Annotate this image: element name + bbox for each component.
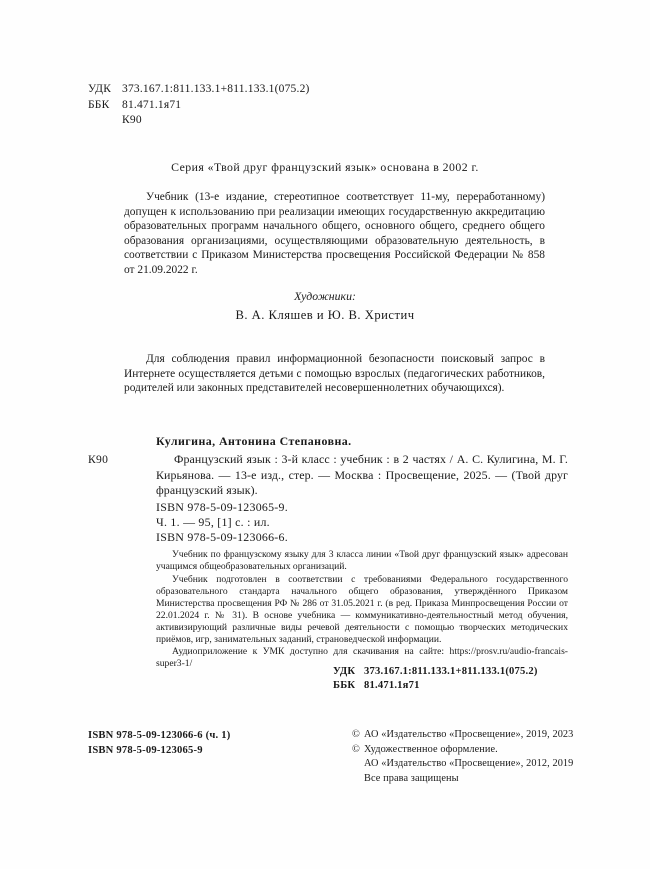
isbn-part: ISBN 978-5-09-123066-6. [156, 530, 288, 545]
approval-paragraph [124, 190, 545, 278]
bbk-value-top: 81.471.1я71 [122, 98, 182, 111]
udk-value-bottom: 373.167.1:811.133.1+811.133.1(075.2) [364, 666, 538, 677]
udk-row-bottom [333, 665, 538, 679]
record-description-text: Французский язык : 3-й класс : учебник : в 2 частях / А. С. Кулигина, М. Г. Кирьянова. — 13-е изд., стер. — Москва : Просвещение, 2025. — (Твой друг французский язык). [156, 452, 568, 498]
record-annotation [156, 549, 568, 670]
copyright-line-3 [352, 757, 573, 772]
copyright-block [352, 728, 573, 786]
udk-label-top: УДК [88, 83, 112, 95]
record-description [156, 452, 568, 499]
copyright-icon: © [352, 743, 360, 755]
artists-names: В. А. Кляшев и Ю. В. Христич [235, 308, 415, 322]
information-safety-note [124, 352, 545, 396]
safety-text: Для соблюдения правил информационной безопасности поисковый запрос в Интернете осуществляется детьми с помощью взрослых (педагогических работников, родителей или законных представителей несовершеннолетних обучающихся). [124, 353, 545, 395]
bibliographic-record [88, 434, 568, 670]
bbk-row-bottom [333, 679, 538, 693]
part-note: Ч. 1. — 95, [1] с. : ил. [156, 514, 270, 529]
isbn-block-bottom [88, 728, 230, 758]
record-body [88, 452, 568, 499]
copyright-line-4 [352, 772, 573, 787]
copyright-text-1: АО «Издательство «Просвещение», 2019, 2023 [364, 729, 574, 740]
udk-value-top: 373.167.1:811.133.1+811.133.1(075.2) [122, 83, 310, 95]
series-statement: Серия «Твой друг французский язык» основана в 2002 г. [171, 160, 479, 174]
annotation-paragraph [156, 574, 568, 647]
copyright-text-2: Художественное оформление. [364, 743, 498, 755]
isbn-bottom-line-2: ISBN 978-5-09-123065-9 [88, 745, 203, 757]
bbk-label-bottom: ББК [333, 680, 356, 691]
udk-bbk-block-bottom [333, 665, 538, 693]
isbn-bottom-line-1: ISBN 978-5-09-123066-6 (ч. 1) [88, 730, 231, 741]
udk-bbk-block-top [88, 82, 310, 129]
artists-heading: Художники: [294, 289, 356, 303]
isbn-general: ISBN 978-5-09-123065-9. [156, 499, 288, 514]
record-author: Кулигина, Антонина Степановна. [156, 434, 352, 448]
copyright-text-3: АО «Издательство «Просвещение», 2012, 2019 [364, 758, 574, 770]
bbk-row-top [88, 98, 310, 114]
copyright-text-4: Все права защищены [364, 772, 459, 784]
udk-label-bottom: УДК [333, 666, 356, 677]
udk-row-top [88, 82, 310, 98]
approval-text: Учебник (13-е издание, стереотипное соответствует 11-му, переработанному) допущен к использованию при реализации имеющих государственную аккредитацию образовательных программ начального общего, основного общего, среднего общего образования организациями, осуществляющими образовательную деятельность, в соответствии с Приказом Министерства просвещения Российской Федерации № 858 от 21.09.2022 г. [124, 191, 545, 276]
annotation-text-1: Учебник по французскому языку для 3 класса линии «Твой друг французский язык» адресован учащимся общеобразовательных организаций. [156, 549, 568, 573]
copyright-line-1 [352, 728, 573, 743]
bbk-label-top: ББК [88, 98, 110, 111]
bbk-value-bottom: 81.471.1я71 [364, 680, 420, 691]
record-shelf-mark: К90 [88, 453, 109, 466]
annotation-paragraph [156, 549, 568, 573]
record-isbn-group [156, 500, 568, 546]
copyright-icon: © [352, 729, 360, 740]
shelf-mark-top: К90 [122, 114, 142, 126]
annotation-text-3: Аудиоприложение к УМК доступно для скачивания на сайте: https://prosv.ru/audio-francais-super3-1/ [156, 646, 568, 670]
copyright-line-2 [352, 743, 573, 758]
annotation-text-2: Учебник подготовлен в соответствии с требованиями Федерального государственного образовательного стандарта начального общего образования, утверждённого Приказом Министерства просвещения РФ № 286 от 31.05.2021 г. (в ред. Приказа Минпросвещения России от 22.01.2024 г. № 31). В основе учебника — коммуникативно-деятельностный метод обучения, активизирующий различные виды речевой деятельности с помощью творческих методических приёмов, игр, занимательных заданий, страноведческой информации. [156, 573, 568, 646]
